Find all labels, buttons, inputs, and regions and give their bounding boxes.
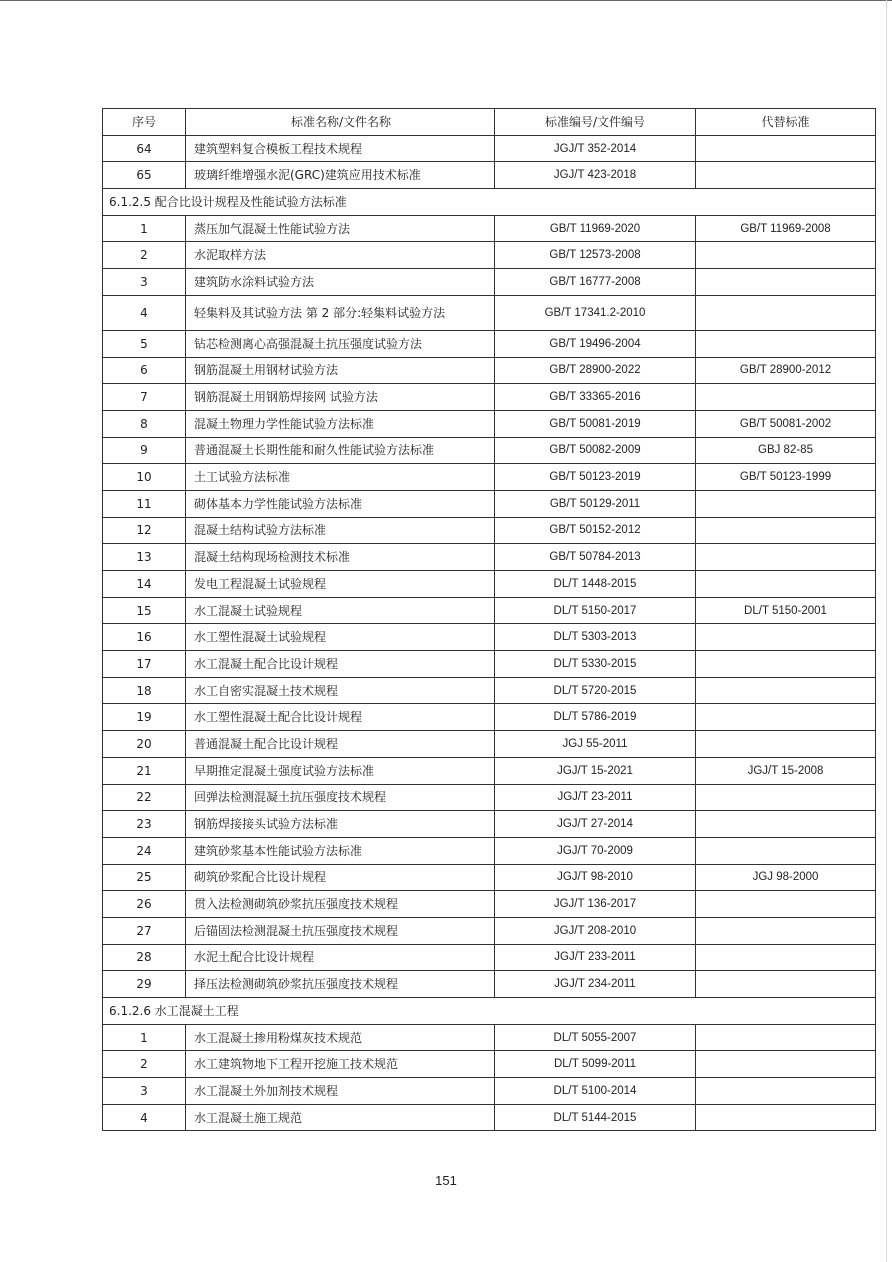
row-standard-name: 水工混凝土配合比设计规程: [186, 651, 495, 678]
row-standard-name: 水工混凝土掺用粉煤灰技术规范: [186, 1024, 495, 1051]
row-number: 23: [103, 811, 186, 838]
row-replaced-standard: [696, 971, 876, 998]
table-row: [103, 704, 876, 731]
row-standard-code: GB/T 33365-2016: [495, 384, 696, 411]
row-replaced-standard: GB/T 50123-1999: [696, 464, 876, 491]
row-standard-name: 砌筑砂浆配合比设计规程: [186, 864, 495, 891]
row-replaced-standard: [696, 1051, 876, 1078]
table-row: [103, 837, 876, 864]
row-standard-name: 普通混凝土配合比设计规程: [186, 731, 495, 758]
header-standard-name: 标准名称/文件名称: [186, 109, 495, 136]
table-row: [103, 437, 876, 464]
row-number: 20: [103, 731, 186, 758]
row-replaced-standard: DL/T 5150-2001: [696, 597, 876, 624]
section-row: [103, 189, 876, 216]
row-replaced-standard: JGJ 98-2000: [696, 864, 876, 891]
row-replaced-standard: [696, 704, 876, 731]
row-standard-name: 水工塑性混凝土配合比设计规程: [186, 704, 495, 731]
row-standard-code: GB/T 50082-2009: [495, 437, 696, 464]
row-number: 22: [103, 784, 186, 811]
row-standard-code: DL/T 1448-2015: [495, 571, 696, 598]
row-standard-code: GB/T 12573-2008: [495, 242, 696, 269]
table-row: [103, 1051, 876, 1078]
table-row: [103, 757, 876, 784]
row-standard-code: JGJ/T 15-2021: [495, 757, 696, 784]
table-row: [103, 864, 876, 891]
table-row: [103, 731, 876, 758]
row-standard-name: 后锚固法检测混凝土抗压强度技术规程: [186, 917, 495, 944]
table-row: [103, 891, 876, 918]
table-row: [103, 1078, 876, 1105]
row-standard-code: JGJ 55-2011: [495, 731, 696, 758]
table-row: [103, 135, 876, 162]
row-standard-name: 建筑塑料复合模板工程技术规程: [186, 135, 495, 162]
row-number: 4: [103, 1104, 186, 1131]
row-standard-code: GB/T 50123-2019: [495, 464, 696, 491]
row-replaced-standard: [696, 944, 876, 971]
row-standard-name: 建筑防水涂料试验方法: [186, 269, 495, 296]
row-number: 14: [103, 571, 186, 598]
table-row: [103, 295, 876, 330]
row-number: 5: [103, 330, 186, 357]
row-standard-name: 早期推定混凝土强度试验方法标准: [186, 757, 495, 784]
row-standard-code: GB/T 17341.2-2010: [495, 295, 696, 330]
row-standard-name: 混凝土结构试验方法标准: [186, 517, 495, 544]
row-standard-code: GB/T 50784-2013: [495, 544, 696, 571]
table-row: [103, 651, 876, 678]
table-row: [103, 624, 876, 651]
row-standard-name: 钻芯检测离心高强混凝土抗压强度试验方法: [186, 330, 495, 357]
row-standard-name: 水工混凝土试验规程: [186, 597, 495, 624]
table-row: [103, 410, 876, 437]
row-standard-code: JGJ/T 23-2011: [495, 784, 696, 811]
row-number: 10: [103, 464, 186, 491]
row-number: 17: [103, 651, 186, 678]
row-standard-name: 建筑砂浆基本性能试验方法标准: [186, 837, 495, 864]
top-border-line: [0, 0, 892, 1]
row-standard-name: 水工混凝土施工规范: [186, 1104, 495, 1131]
row-replaced-standard: [696, 135, 876, 162]
row-replaced-standard: [696, 544, 876, 571]
table-header-row: [103, 109, 876, 136]
row-standard-name: 蒸压加气混凝土性能试验方法: [186, 215, 495, 242]
row-number: 64: [103, 135, 186, 162]
table-row: [103, 242, 876, 269]
row-replaced-standard: [696, 891, 876, 918]
row-standard-code: DL/T 5720-2015: [495, 677, 696, 704]
row-standard-name: 水工建筑物地下工程开挖施工技术规范: [186, 1051, 495, 1078]
row-standard-code: GB/T 50152-2012: [495, 517, 696, 544]
table-row: [103, 162, 876, 189]
table-row: [103, 597, 876, 624]
header-number: 序号: [103, 109, 186, 136]
row-standard-code: JGJ/T 423-2018: [495, 162, 696, 189]
table-row: [103, 330, 876, 357]
row-standard-name: 水泥土配合比设计规程: [186, 944, 495, 971]
row-number: 24: [103, 837, 186, 864]
row-replaced-standard: [696, 811, 876, 838]
row-number: 7: [103, 384, 186, 411]
row-number: 2: [103, 1051, 186, 1078]
header-replaced-standard: 代替标准: [696, 109, 876, 136]
row-standard-name: 普通混凝土长期性能和耐久性能试验方法标准: [186, 437, 495, 464]
row-replaced-standard: [696, 517, 876, 544]
table-row: [103, 1104, 876, 1131]
row-standard-code: DL/T 5330-2015: [495, 651, 696, 678]
row-standard-name: 钢筋焊接接头试验方法标准: [186, 811, 495, 838]
row-number: 3: [103, 1078, 186, 1105]
row-number: 12: [103, 517, 186, 544]
table-row: [103, 571, 876, 598]
row-replaced-standard: [696, 677, 876, 704]
row-standard-code: GB/T 50081-2019: [495, 410, 696, 437]
row-number: 28: [103, 944, 186, 971]
row-standard-code: JGJ/T 136-2017: [495, 891, 696, 918]
row-standard-name: 水工自密实混凝土技术规程: [186, 677, 495, 704]
table-row: [103, 269, 876, 296]
row-standard-name: 水工塑性混凝土试验规程: [186, 624, 495, 651]
row-number: 9: [103, 437, 186, 464]
table-body: [103, 135, 876, 1131]
row-replaced-standard: [696, 571, 876, 598]
row-replaced-standard: [696, 242, 876, 269]
row-replaced-standard: GB/T 28900-2012: [696, 357, 876, 384]
row-standard-code: JGJ/T 352-2014: [495, 135, 696, 162]
row-standard-name: 混凝土结构现场检测技术标准: [186, 544, 495, 571]
table-row: [103, 677, 876, 704]
row-standard-name: 回弹法检测混凝土抗压强度技术规程: [186, 784, 495, 811]
row-number: 21: [103, 757, 186, 784]
row-standard-code: GB/T 16777-2008: [495, 269, 696, 296]
row-replaced-standard: GBJ 82-85: [696, 437, 876, 464]
row-replaced-standard: [696, 330, 876, 357]
row-replaced-standard: [696, 917, 876, 944]
row-replaced-standard: [696, 1078, 876, 1105]
section-row: [103, 998, 876, 1025]
row-standard-code: DL/T 5150-2017: [495, 597, 696, 624]
row-number: 25: [103, 864, 186, 891]
table-row: [103, 971, 876, 998]
table-row: [103, 784, 876, 811]
row-standard-code: JGJ/T 208-2010: [495, 917, 696, 944]
header-standard-code: 标准编号/文件编号: [495, 109, 696, 136]
row-replaced-standard: JGJ/T 15-2008: [696, 757, 876, 784]
row-number: 3: [103, 269, 186, 296]
row-number: 2: [103, 242, 186, 269]
row-replaced-standard: [696, 624, 876, 651]
row-replaced-standard: [696, 837, 876, 864]
row-number: 29: [103, 971, 186, 998]
row-replaced-standard: [696, 651, 876, 678]
row-number: 26: [103, 891, 186, 918]
row-standard-code: JGJ/T 27-2014: [495, 811, 696, 838]
row-number: 6: [103, 357, 186, 384]
table-row: [103, 357, 876, 384]
row-number: 1: [103, 1024, 186, 1051]
row-standard-name: 混凝土物理力学性能试验方法标准: [186, 410, 495, 437]
table-row: [103, 944, 876, 971]
row-replaced-standard: [696, 1104, 876, 1131]
row-number: 16: [103, 624, 186, 651]
row-standard-code: GB/T 19496-2004: [495, 330, 696, 357]
row-replaced-standard: [696, 162, 876, 189]
row-replaced-standard: [696, 384, 876, 411]
row-replaced-standard: [696, 784, 876, 811]
row-standard-code: DL/T 5303-2013: [495, 624, 696, 651]
row-standard-name: 水泥取样方法: [186, 242, 495, 269]
row-standard-code: GB/T 28900-2022: [495, 357, 696, 384]
row-replaced-standard: GB/T 11969-2008: [696, 215, 876, 242]
row-standard-code: DL/T 5055-2007: [495, 1024, 696, 1051]
row-standard-name: 土工试验方法标准: [186, 464, 495, 491]
row-number: 13: [103, 544, 186, 571]
table-row: [103, 464, 876, 491]
row-number: 27: [103, 917, 186, 944]
row-standard-name: 钢筋混凝土用钢材试验方法: [186, 357, 495, 384]
table-row: [103, 490, 876, 517]
right-border-line: [886, 0, 887, 1262]
row-standard-name: 发电工程混凝土试验规程: [186, 571, 495, 598]
row-replaced-standard: [696, 1024, 876, 1051]
row-standard-name: 轻集料及其试验方法 第 2 部分:轻集料试验方法: [186, 295, 495, 330]
table-row: [103, 811, 876, 838]
row-standard-name: 玻璃纤维增强水泥(GRC)建筑应用技术标准: [186, 162, 495, 189]
row-standard-name: 择压法检测砌筑砂浆抗压强度技术规程: [186, 971, 495, 998]
row-number: 4: [103, 295, 186, 330]
row-standard-code: DL/T 5786-2019: [495, 704, 696, 731]
row-standard-name: 砌体基本力学性能试验方法标准: [186, 490, 495, 517]
row-replaced-standard: GB/T 50081-2002: [696, 410, 876, 437]
row-number: 1: [103, 215, 186, 242]
table-row: [103, 384, 876, 411]
row-replaced-standard: [696, 295, 876, 330]
row-standard-code: GB/T 50129-2011: [495, 490, 696, 517]
table-row: [103, 1024, 876, 1051]
row-standard-name: 水工混凝土外加剂技术规程: [186, 1078, 495, 1105]
row-standard-code: DL/T 5100-2014: [495, 1078, 696, 1105]
row-standard-name: 钢筋混凝土用钢筋焊接网 试验方法: [186, 384, 495, 411]
row-standard-code: DL/T 5099-2011: [495, 1051, 696, 1078]
row-number: 8: [103, 410, 186, 437]
row-standard-code: JGJ/T 98-2010: [495, 864, 696, 891]
row-replaced-standard: [696, 731, 876, 758]
row-standard-code: GB/T 11969-2020: [495, 215, 696, 242]
section-heading: 6.1.2.6 水工混凝土工程: [103, 998, 876, 1025]
page-number: 151: [435, 1173, 457, 1188]
table-row: [103, 215, 876, 242]
row-number: 15: [103, 597, 186, 624]
table-row: [103, 544, 876, 571]
row-number: 19: [103, 704, 186, 731]
row-standard-code: JGJ/T 70-2009: [495, 837, 696, 864]
row-replaced-standard: [696, 269, 876, 296]
row-standard-code: JGJ/T 233-2011: [495, 944, 696, 971]
row-number: 11: [103, 490, 186, 517]
row-replaced-standard: [696, 490, 876, 517]
row-number: 65: [103, 162, 186, 189]
table-row: [103, 917, 876, 944]
row-standard-code: JGJ/T 234-2011: [495, 971, 696, 998]
table-row: [103, 517, 876, 544]
row-number: 18: [103, 677, 186, 704]
row-standard-name: 贯入法检测砌筑砂浆抗压强度技术规程: [186, 891, 495, 918]
standards-table: [102, 108, 876, 1131]
row-standard-code: DL/T 5144-2015: [495, 1104, 696, 1131]
section-heading: 6.1.2.5 配合比设计规程及性能试验方法标准: [103, 189, 876, 216]
